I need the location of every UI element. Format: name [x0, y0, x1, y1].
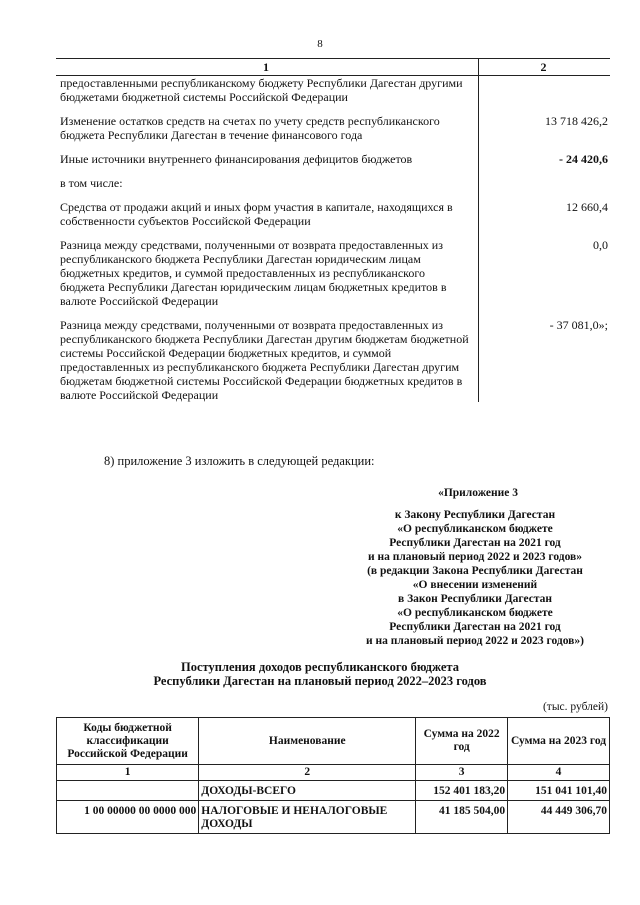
row-name: НАЛОГОВЫЕ И НЕНАЛОГОВЫЕ ДОХОДЫ	[199, 801, 416, 834]
appendix-heading	[300, 486, 610, 648]
appendix-label: «Приложение 3	[438, 487, 518, 499]
appendix-line: «О республиканском бюджете	[397, 607, 553, 619]
row-2023: 151 041 101,40	[508, 781, 610, 801]
appendix-line: к Закону Республики Дагестан	[394, 509, 556, 521]
row-code: 1 00 00000 00 0000 000	[57, 801, 199, 834]
row-value: 12 660,4	[566, 200, 608, 214]
title-line-2: Республики Дагестан на плановый период 2022–2023 годов	[153, 674, 487, 688]
appendix-line: (в редакции Закона Республики Дагестан	[367, 565, 583, 577]
appendix-line: и на плановый период 2022 и 2023 годов»	[367, 551, 583, 563]
row-name: Изменение остатков средств на счетах по учету средств республиканского бюджета Республики Дагестан в течение финансового года	[56, 114, 479, 142]
appendix-line: «О республиканском бюджете	[397, 523, 553, 535]
row-value: 0,0	[593, 238, 608, 252]
table-row	[56, 318, 610, 402]
table-row	[57, 781, 610, 801]
table-row	[56, 238, 610, 308]
table-row	[56, 176, 610, 190]
column-number: 3	[416, 765, 508, 781]
header-name: Наименование	[199, 718, 416, 765]
row-name: Разница между средствами, полученными от возврата предоставленных из республиканского бюджета Республики Дагестан юридическим лицам бюджетных кредитов, и суммой предоставленных из республиканского бюджета Республики Дагестан юридическим лицам бюджетных кредитов в валюте Российской Федерации	[56, 238, 479, 308]
row-name: Разница между средствами, полученными от возврата предоставленных из республиканского бюджета Республики Дагестан другим бюджетам бюджетной системы Российской Федерации бюджетных кредитов, и суммой предоставленных из республиканского бюджета Республики Дагестан другим бюджетам бюджетной системы Российской Федерации бюджетных кредитов в валюте Российской Федерации	[56, 318, 479, 402]
title-line-1: Поступления доходов республиканского бюджета	[181, 660, 459, 674]
units-label: (тыс. рублей)	[542, 701, 608, 713]
table-row	[56, 200, 610, 228]
table-row	[57, 801, 610, 834]
row-name: в том числе:	[56, 176, 479, 190]
table-row	[56, 114, 610, 142]
column-number-row	[57, 765, 610, 781]
column-header-1: 1	[56, 59, 479, 76]
column-number: 1	[57, 765, 199, 781]
row-name: Средства от продажи акций и иных форм участия в капитале, находящихся в собственности субъектов Российской Федерации	[56, 200, 479, 228]
header-codes: Коды бюджетной классификации Российской Федерации	[57, 718, 199, 765]
header-2022: Сумма на 2022 год	[416, 718, 508, 765]
row-name: предоставленными республиканскому бюджету Республики Дагестан другими бюджетами бюджетной системы Российской Федерации	[56, 76, 479, 105]
page-number: 8	[317, 38, 323, 50]
table-row	[56, 152, 610, 166]
row-value: - 37 081,0»;	[549, 318, 608, 332]
row-value: 13 718 426,2	[545, 114, 608, 128]
row-value	[479, 176, 611, 190]
row-value	[479, 76, 611, 105]
table-row	[56, 76, 610, 105]
column-number: 4	[508, 765, 610, 781]
amendment-item-8: 8) приложение 3 изложить в следующей редакции:	[104, 454, 375, 468]
row-name: ДОХОДЫ-ВСЕГО	[199, 781, 416, 801]
appendix-line: в Закон Республики Дагестан	[398, 593, 552, 605]
row-name: Иные источники внутреннего финансирования дефицитов бюджетов	[56, 152, 479, 166]
appendix-line: Республики Дагестан на 2021 год	[389, 621, 561, 633]
row-2022: 41 185 504,00	[416, 801, 508, 834]
row-2022: 152 401 183,20	[416, 781, 508, 801]
row-code	[57, 781, 199, 801]
table-header-row	[56, 59, 610, 76]
document-title	[0, 660, 640, 688]
financing-sources-table	[56, 58, 610, 402]
header-2023: Сумма на 2023 год	[508, 718, 610, 765]
column-number: 2	[199, 765, 416, 781]
appendix-line: и на плановый период 2022 и 2023 годов»)	[366, 635, 584, 647]
appendix-line: «О внесении изменений	[412, 579, 538, 591]
income-table	[56, 717, 610, 834]
row-value: - 24 420,6	[559, 152, 608, 166]
table-header-row	[57, 718, 610, 765]
row-2023: 44 449 306,70	[508, 801, 610, 834]
appendix-line: Республики Дагестан на 2021 год	[389, 537, 561, 549]
column-header-2: 2	[479, 59, 611, 76]
